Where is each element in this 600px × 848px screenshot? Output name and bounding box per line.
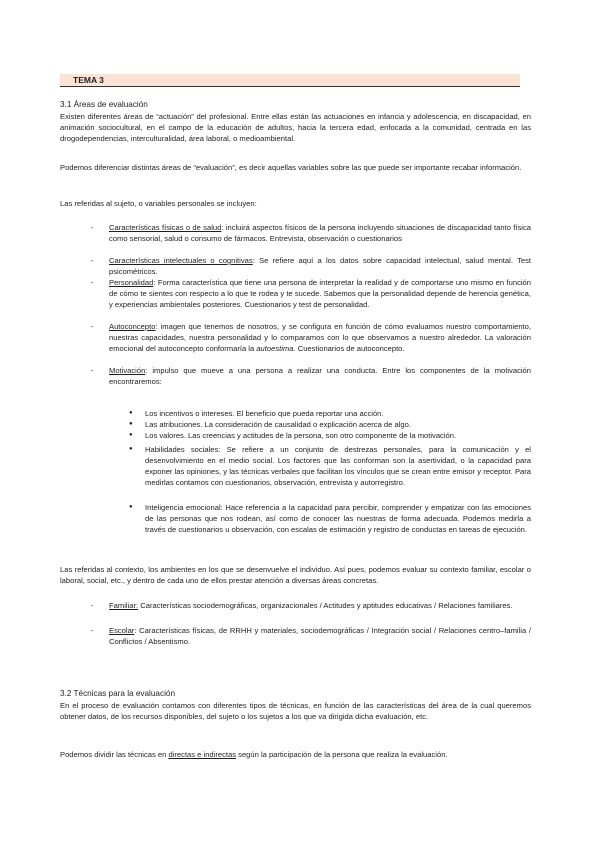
title-bar [60, 74, 520, 87]
bullet-icon: ● [129, 421, 133, 427]
section-3-2-paragraph-1: En el proceso de evaluación contamos con diferentes tipos de técnicas, en función de las características del área de la cual queremos obtener datos, de los recursos disponibles, del sujeto o los sujetos a los que va dirigida dicha evaluación, etc. [60, 701, 531, 721]
list-item-school: - Escolar: Características físicas, de RRHH y materiales, sociodemográficas / Integración social / Relaciones centro–familia / Conflictos / Absentismo. [91, 626, 531, 646]
list-item-physical: - Características físicas o de salud: incluirá aspectos físicos de la persona incluyendo situaciones de discapacidad tanto física como sensorial, salud o consumo de fármacos. Entrevista, observación o cuestionarios [91, 223, 531, 243]
term-personality: Personalidad [109, 278, 154, 287]
list-item-cognitive: - Características intelectuales o cognitivas: Se refiere aquí a los datos sobre capacidad intelectual, salud mental. Test psicométricos. [91, 256, 531, 276]
bullet-icon: ● [129, 446, 133, 452]
page-title: TEMA 3 [73, 75, 104, 85]
motivation-components-list [129, 408, 531, 546]
bullet-icon: ● [129, 432, 133, 438]
term-motivation: Motivación [109, 366, 146, 375]
term-family: Familiar: [109, 601, 139, 610]
bullet-icon: ● [129, 410, 133, 416]
section-3-2-paragraph-2: Podemos dividir las técnicas en directas e indirectas según la participación de la persona que realiza la evaluación. [60, 750, 448, 759]
list-item-incentives: ● Los incentivos o intereses. El beneficio que pueda reportar una acción. [129, 409, 384, 418]
section-3-1-paragraph-3: Las referidas al sujeto, o variables personales se incluyen: [60, 199, 257, 208]
list-item-motivation: - Motivación: impulso que mueve a una persona a realizar una conducta. Entre los componentes de la motivación encontraremos: [91, 366, 531, 386]
list-item-values: ● Los valores. Las creencias y actitudes de la persona, son otro componente de la motivación. [129, 431, 457, 440]
list-item-social-skills: ● Habilidades sociales: Se refiere a un conjunto de destrezas personales, para la comunicación y el desenvolvimiento en el medio social. Los factores que las conforman son la asertividad, o la capacidad para exponer las opiniones, y las técnicas verbales que facilitan los vínculos que se crean entre emisor y receptor. Para medirlas contamos con cuestionarios, observación, entrevista y autorregistro. [129, 445, 531, 487]
term-physical: Características físicas o de salud [109, 223, 222, 232]
list-item-attributions: ● Las atribuciones. La consideración de causalidad o explicación acerca de algo. [129, 420, 411, 429]
list-item-family: - Familiar: Características sociodemográficas, organizacionales / Actitudes y aptitudes educativas / Relaciones familiares. [91, 601, 513, 610]
section-3-1-paragraph-2: Podemos diferenciar distintas áreas de “evaluación”, es decir aquellas variables sobre las que puede ser importante recabar información. [60, 163, 522, 172]
term-school: Escolar [109, 626, 135, 635]
section-3-1-paragraph-4: Las referidas al contexto, los ambientes en los que se desenvuelve el individuo. Así pues, podemos evaluar su contexto familiar, escolar o laboral, social, etc., y dentro de cada uno de ellos prestar atención a diversas áreas concretas. [60, 565, 531, 585]
context-variables-list [91, 600, 531, 647]
bullet-icon: ● [129, 504, 133, 510]
list-item-self-concept: - Autoconcepto: imagen que tenemos de nosotros, y se configura en función de cómo evaluamos nuestro comportamiento, nuestras capacidades, nuestra personalidad y lo comparamos con lo que observamos a nuestro alrededor. La valoración emocional del autoconcepto conformaría la autoestima. Cuestionarios de autoconcepto. [91, 322, 531, 353]
term-self-concept: Autoconcepto [109, 322, 156, 331]
personal-variables-list [91, 222, 531, 387]
section-3-2-heading: 3.2 Técnicas para la evaluación [60, 689, 176, 698]
term-cognitive: Características intelectuales o cognitivas [109, 256, 253, 265]
list-item-personality: - Personalidad: Forma característica que tiene una persona de interpretar la realidad y de comportarse uno mismo en función de cómo te sientes con respecto a lo que te rodea y te sucede. Sabemos que la personalidad depende de herencia genética, y experiencias ambientales posteriores. Cuestionarios y test de personalidad. [91, 278, 531, 309]
section-3-1-paragraph-1: Existen diferentes áreas de “actuación” del profesional. Entre ellas están las actuaciones en infancia y adolescencia, en discapacidad, en animación sociocultural, en el campo de la educación de adultos, hacia la tercera edad, enfocada a la comunidad, centrada en las drogodependencias, interculturalidad, área laboral, o medioambiental. [60, 112, 531, 143]
section-3-1-heading: 3.1 Áreas de evaluación [60, 100, 148, 109]
list-item-emotional-intelligence: ● Inteligencia emocional: Hace referencia a la capacidad para percibir, comprender y empatizar con las emociones de las personas que nos rodean, así como de conocer las nuestras de forma adecuada. Podemos medirla a través de cuestionarios u observación, con escalas de estimación y registro de conductas en tareas de ejecución. [129, 503, 531, 534]
direct-indirect-term: directas e indirectas [168, 750, 237, 759]
